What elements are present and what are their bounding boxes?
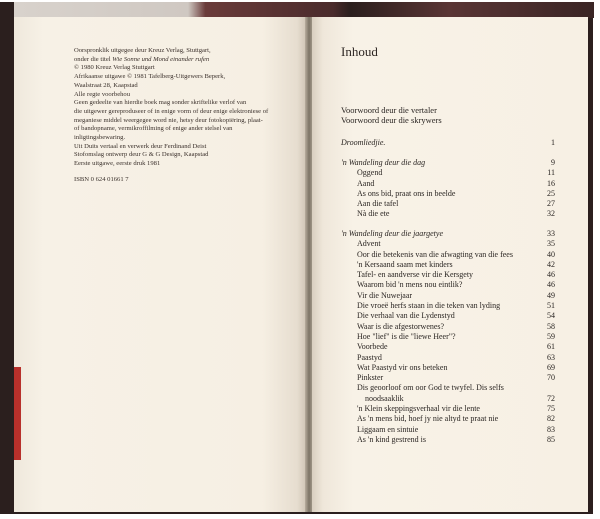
imprint-line: Oorspronklik uitgegee deur Kreuz Verlag, Stuttgart, — [74, 47, 211, 54]
toc-entry — [341, 301, 555, 311]
toc-entry — [341, 353, 555, 363]
original-title: Wie Sonne und Mond einander rufen — [112, 55, 210, 63]
toc-entry — [341, 199, 555, 209]
imprint-line: Alle regte voorbehou — [74, 90, 131, 98]
imprint-line: Afrikaanse uitgawe © 1981 Tafelberg-Uitgewers Beperk, — [74, 73, 226, 81]
page-number: 70 — [547, 373, 555, 383]
toc-entry — [341, 383, 555, 393]
page-number: 83 — [547, 424, 555, 434]
page-number: 69 — [547, 362, 555, 372]
contents-title: Inhoud — [341, 44, 378, 59]
toc-entry-label: Advent — [357, 239, 381, 249]
toc-entry-label: 'n Kersaand saam met kinders — [357, 259, 453, 269]
toc-section-seasons — [341, 229, 555, 445]
imprint-block — [74, 47, 304, 169]
toc-entry-label: Nà die ete — [357, 209, 390, 219]
page-number: 27 — [547, 199, 555, 209]
toc-entry-label: Dis geoorloof om oor God te twyfel. Dis selfs — [357, 383, 504, 393]
toc-entry — [341, 363, 555, 373]
toc-entry-label: Paastyd — [357, 352, 382, 362]
page-number: 32 — [547, 209, 555, 219]
toc-entry — [341, 189, 555, 199]
toc-section-heading: 'n Wandeling deur die jaargetye 33 — [341, 229, 555, 238]
page-number: 46 — [547, 280, 555, 290]
toc-entry-label: Waar is die afgestorwenes? — [357, 321, 445, 331]
page-number: 59 — [547, 331, 555, 341]
toc-entry — [341, 322, 555, 332]
toc-entry — [341, 270, 555, 280]
toc-entry — [341, 425, 555, 435]
page-number: 11 — [547, 168, 555, 178]
page-number: 35 — [547, 239, 555, 249]
page-number: 1 — [551, 138, 555, 147]
toc-entry-label: Oor die betekenis van die afwagting van die fees — [357, 249, 513, 259]
toc-entry-label: As 'n kind gestrend is — [357, 434, 426, 444]
prefaces — [341, 105, 555, 126]
toc-entry: Voorwoord deur die vertaler — [341, 105, 437, 115]
page-number: 51 — [547, 301, 555, 311]
page-number: 42 — [547, 259, 555, 269]
toc-entry-label: As 'n mens bid, hoef jy nie altyd te praat nie — [357, 414, 499, 424]
page-number: 9 — [551, 158, 555, 167]
toc-entry-label: Tafel- en aandverse vir die Kersgety — [357, 270, 474, 280]
imprint-line: inligtingsbewaring. — [74, 134, 126, 142]
toc-entry: Voorwoord deur die skrywers — [341, 115, 442, 126]
book-cover-edge — [14, 2, 594, 18]
toc-section-day — [341, 158, 555, 220]
toc-entry-label: noodsaaklik — [365, 393, 404, 403]
page-number: 72 — [547, 393, 555, 403]
page-number: 75 — [547, 404, 555, 414]
imprint-line: Stofomslag ontwerp deur G & G Design, Kaapstad — [74, 151, 209, 159]
toc-entry — [341, 291, 555, 301]
red-bookmark-edge — [14, 367, 21, 460]
toc-entry-label: Waarom bid 'n mens nou eintlik? — [357, 280, 463, 290]
toc-entry-label: Vir die Nuwejaar — [357, 290, 413, 300]
imprint-line: Waalstraat 28, Kaapstad — [74, 81, 138, 89]
toc-entry-label: Die vroeë herfs staan in die teken van lyding — [357, 301, 501, 311]
toc-entry-label: Oggend — [357, 168, 383, 178]
imprint-line: Geen gedeelte van hierdie boek mag sonder skriftelike verlof van — [74, 99, 247, 107]
toc-entry-label: Voorbede — [357, 342, 388, 352]
imprint-line: of bandopname, vermikroffilming of enige ander stelsel van — [74, 125, 233, 133]
toc-section-heading: 'n Wandeling deur die dag 9 — [341, 158, 555, 167]
toc-entry — [341, 239, 555, 249]
toc-entry-label: Pinkster — [357, 373, 384, 383]
toc-entry-label: Aand — [357, 178, 375, 188]
toc-entry — [341, 260, 555, 270]
toc-entry — [341, 435, 555, 445]
toc-entry-label: As ons bid, praat ons in beelde — [357, 188, 456, 198]
page-number: 25 — [547, 188, 555, 198]
toc-entry — [341, 414, 555, 424]
page-number: 63 — [547, 352, 555, 362]
toc-entry — [341, 342, 555, 352]
toc-entry-label: 'n Klein skeppingsverhaal vir die lente — [357, 404, 480, 414]
imprint-line: die uitgewer gereproduseer of in enige vorm of deur enige elektroniese of — [74, 107, 269, 115]
toc-entry-label: Die verhaal van die Lydenstyd — [357, 311, 455, 321]
page-number: 82 — [547, 414, 555, 424]
imprint-line: onder die titel Wie Sonne und Mond einander rufen — [74, 55, 210, 63]
imprint-line: Eerste uitgawe, eerste druk 1981 — [74, 160, 161, 168]
toc-entry — [341, 404, 555, 414]
toc-entry — [341, 394, 555, 404]
imprint-line: meganiese middel weergegee word nie, hetsy deur fotokopiëring, plaat- — [74, 116, 263, 124]
toc-entry: Droomliedjie. 1 — [341, 138, 555, 147]
page-number: 49 — [547, 290, 555, 300]
imprint-line: Uit Duits vertaal en verwerk deur Ferdinand Deist — [74, 142, 207, 150]
page-number: 46 — [547, 270, 555, 280]
imprint-line: © 1980 Kreuz Verlag Stuttgart — [74, 64, 155, 72]
toc-entry — [341, 280, 555, 290]
page-number: 40 — [547, 249, 555, 259]
toc-entry — [341, 250, 555, 260]
page-number: 61 — [547, 342, 555, 352]
toc-droomliedjie — [341, 138, 555, 148]
page-number: 58 — [547, 321, 555, 331]
isbn: ISBN 0 624 01661 7 — [74, 176, 129, 183]
page-number: 85 — [547, 434, 555, 444]
page-number: 16 — [547, 178, 555, 188]
page-number: 33 — [547, 229, 555, 238]
page-number: 54 — [547, 311, 555, 321]
toc-entry — [341, 311, 555, 321]
toc-entry-label: Aan die tafel — [357, 199, 399, 209]
toc-entry — [341, 332, 555, 342]
toc-entry — [341, 209, 555, 219]
toc-entry — [341, 373, 555, 383]
toc-entry-label: Wat Paastyd vir ons beteken — [357, 362, 448, 372]
toc-entry-label: Liggaam en sintuie — [357, 424, 419, 434]
toc-entry — [341, 179, 555, 189]
toc-entry-label: Hoe "lief" is die "liewe Heer"? — [357, 331, 456, 341]
toc-entry — [341, 168, 555, 178]
